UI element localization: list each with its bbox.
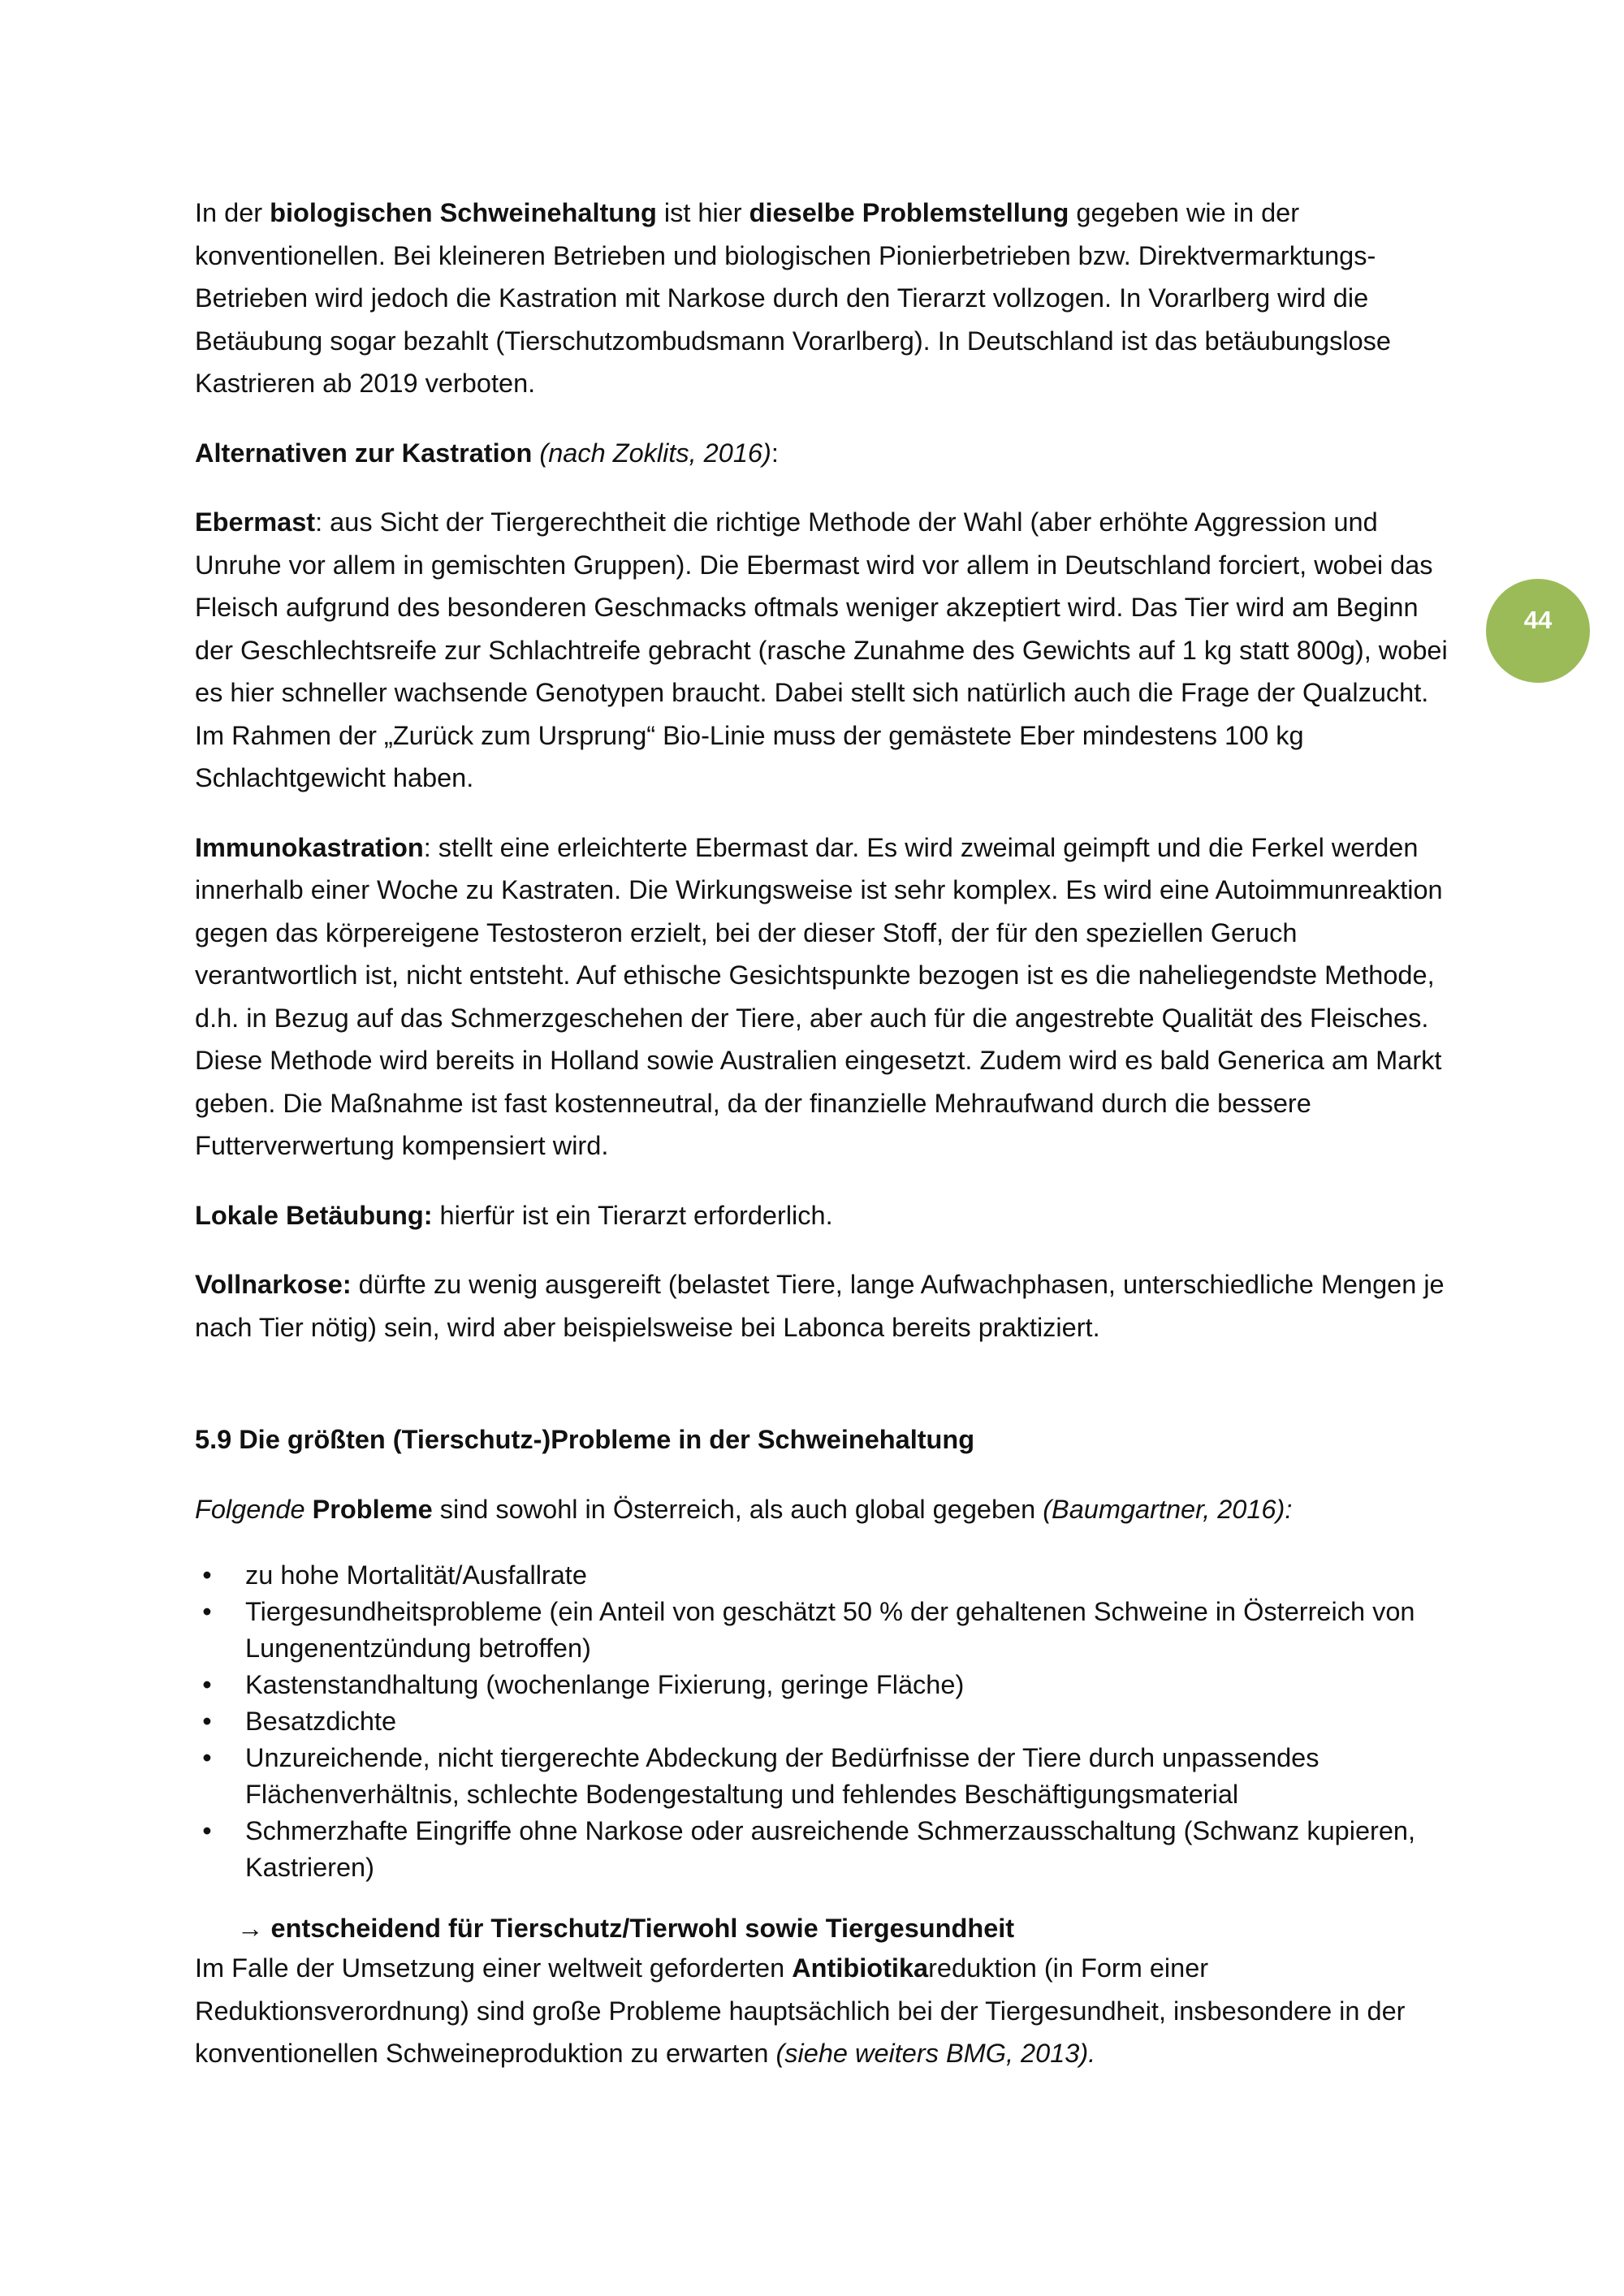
text-run: gegeben wie in der konventionellen. Bei kleineren Betrieben und biologischen Pionierbetrieben bzw. Direktvermarktungs-Betrieben wird jedoch die Kastration mit Narkose durch den Tierarzt vollzogen. In Vorarlberg wird die Betäubung sogar bezahlt (Tierschutzombudsmann Vorarlberg). In Deutschland ist das betäubungslose Kastrieren ab 2019 verboten.: [195, 198, 1392, 398]
bold-term: Probleme: [312, 1494, 433, 1524]
list-item-text: Schmerzhafte Eingriffe ohne Narkose oder ausreichende Schmerzausschaltung (Schwanz kupieren, Kastrieren): [245, 1816, 1416, 1882]
problems-list: [195, 1557, 1462, 1886]
bold-term: dieselbe Problemstellung: [749, 198, 1069, 227]
page-number: 44: [1523, 606, 1553, 634]
citation: (siehe weiters BMG, 2013).: [775, 2039, 1096, 2068]
document-body: [195, 192, 1462, 2102]
bullet-icon: •: [202, 1707, 212, 1736]
bold-term: Ebermast: [195, 507, 316, 537]
list-item-text: zu hohe Mortalität/Ausfallrate: [245, 1560, 587, 1590]
bold-term: Immunokastration: [195, 832, 424, 862]
text-run: In der: [195, 198, 270, 227]
page-number-badge: [1486, 579, 1590, 683]
text-run: [305, 1495, 313, 1524]
text-run: Im Falle der Umsetzung einer weltweit geforderten: [195, 1953, 793, 1983]
paragraph-antibiotika: [195, 1947, 1462, 2075]
paragraph-bio-haltung: [195, 192, 1462, 405]
citation: (Baumgartner, 2016):: [1043, 1494, 1293, 1524]
bullet-icon: •: [202, 1670, 212, 1699]
conclusion-arrow-line: → entscheidend für Tierschutz/Tierwohl sowie Tiergesundheit: [237, 1914, 1015, 1943]
text-run: : aus Sicht der Tiergerechtheit die richtige Methode der Wahl (aber erhöhte Aggression und Unruhe vor allem in gemischten Gruppen). Die Ebermast wird vor allem in Deutschland forciert, wobei das Fleisch aufgrund des besonderen Geschmacks oftmals weniger akzeptiert wird. Das Tier wird am Beginn der Geschlechtsreife zur Schlachtreife gebracht (rasche Zunahme des Gewichts auf 1 kg statt 800g), wobei es hier schneller wachsende Genotypen braucht. Dabei stellt sich natürlich auch die Frage der Qualzucht. Im Rahmen der „Zurück zum Ursprung“ Bio-Linie muss der gemästete Eber mindestens 100 kg Schlachtgewicht haben.: [195, 507, 1448, 792]
paragraph-immunokastration: [195, 826, 1462, 1167]
italic-word: Folgende: [195, 1494, 305, 1524]
text-run: ist hier: [656, 198, 749, 227]
bullet-icon: •: [202, 1597, 212, 1626]
problems-intro: [195, 1488, 1462, 1531]
text-run: : stellt eine erleichterte Ebermast dar. Es wird zweimal geimpft und die Ferkel werden innerhalb einer Woche zu Kastraten. Die Wirkungsweise ist sehr komplex. Es wird eine Autoimmunreaktion gegen das körpereigene Testosteron erzielt, bei der dieser Stoff, der für den speziellen Geruch verantwortlich ist, nicht entsteht. Auf ethische Gesichtspunkte bezogen ist es die naheliegendste Methode, d.h. in Bezug auf das Schmerzgeschehen der Tiere, aber auch für die angestrebte Qualität des Fleisches. Diese Methode wird bereits in Holland sowie Australien eingesetzt. Zudem wird es bald Generica am Markt geben. Die Maßnahme ist fast kostenneutral, da der finanzielle Mehraufwand durch die bessere Futterverwertung kompensiert wird.: [195, 832, 1443, 1160]
text-run: sind sowohl in Österreich, als auch global gegeben: [432, 1494, 1043, 1524]
bullet-icon: •: [202, 1743, 212, 1772]
list-item: [202, 1703, 1462, 1740]
paragraph-vollnarkose: [195, 1263, 1462, 1349]
bold-term: Lokale Betäubung:: [195, 1200, 433, 1230]
text-run: dürfte zu wenig ausgereift (belastet Tiere, lange Aufwachphasen, unterschiedliche Mengen je nach Tier nötig) sein, wird aber beispielsweise bei Labonca bereits praktiziert.: [195, 1270, 1445, 1342]
section-heading: 5.9 Die größten (Tierschutz-)Probleme in der Schweinehaltung: [195, 1425, 975, 1454]
bullet-icon: •: [202, 1816, 212, 1845]
bold-term: Antibiotika: [792, 1953, 929, 1983]
text-run: :: [771, 438, 779, 468]
bullet-icon: •: [202, 1560, 212, 1590]
list-item: [202, 1813, 1462, 1886]
alternatives-heading: [195, 432, 1462, 475]
bold-term: Vollnarkose:: [195, 1270, 352, 1299]
list-item: [202, 1740, 1462, 1813]
list-item: [202, 1667, 1462, 1703]
list-item-text: Unzureichende, nicht tiergerechte Abdeckung der Bedürfnisse der Tiere durch unpassendes Flächenverhältnis, schlechte Bodengestaltung und fehlendes Beschäftigungsmaterial: [245, 1743, 1320, 1809]
list-item: [202, 1557, 1462, 1594]
paragraph-ebermast: [195, 501, 1462, 800]
list-item-text: Tiergesundheitsprobleme (ein Anteil von geschätzt 50 % der gehaltenen Schweine in Österreich von Lungenentzündung betroffen): [245, 1597, 1415, 1663]
list-item-text: Kastenstandhaltung (wochenlange Fixierung, geringe Fläche): [245, 1670, 965, 1699]
list-item: [202, 1594, 1462, 1667]
bold-term: Alternativen zur Kastration: [195, 438, 533, 468]
citation: (nach Zoklits, 2016): [539, 438, 771, 468]
bold-term: biologischen Schweinehaltung: [270, 198, 657, 227]
list-item-text: Besatzdichte: [245, 1707, 397, 1736]
text-run: hierfür ist ein Tierarzt erforderlich.: [432, 1200, 833, 1230]
text-run: reduktion (in Form einer Reduktionsverordnung) sind große Probleme hauptsächlich bei der Tiergesundheit, insbesondere in der konventionellen Schweineproduktion zu erwarten: [195, 1953, 1406, 2068]
paragraph-lokale-betaeubung: [195, 1194, 1462, 1237]
